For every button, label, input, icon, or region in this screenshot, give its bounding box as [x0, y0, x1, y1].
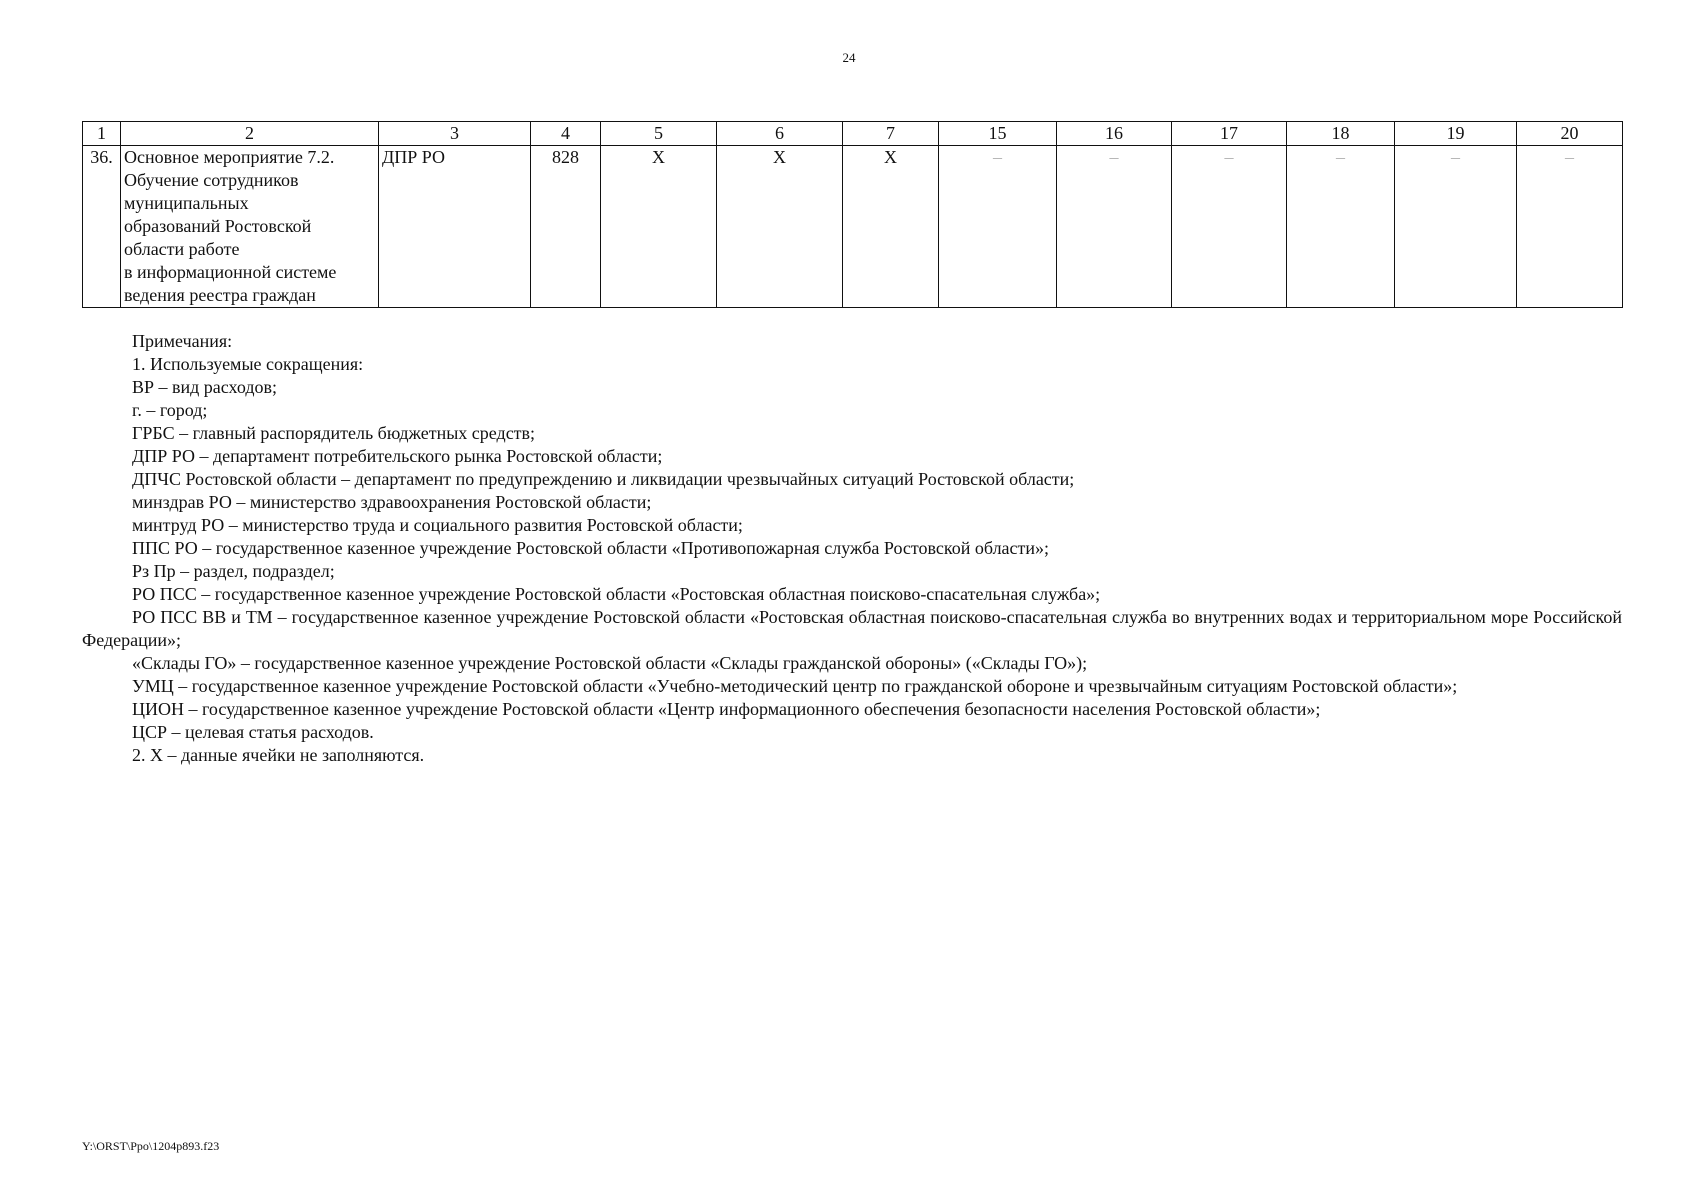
column-header: 17 — [1172, 122, 1287, 146]
column-header: 4 — [531, 122, 601, 146]
column-header: 20 — [1517, 122, 1623, 146]
column-header: 3 — [379, 122, 531, 146]
grbs-cell: 828 — [531, 146, 601, 308]
activity-name-line: образований Ростовской — [124, 216, 312, 236]
note-line: минздрав РО – министерство здравоохранения Ростовской области; — [132, 492, 652, 512]
cell-col15: – — [939, 146, 1057, 308]
activity-name-line: области работе — [124, 239, 240, 259]
note-line: минтруд РО – министерство труда и социального развития Ростовской области; — [132, 515, 743, 535]
note-line: УМЦ – государственное казенное учреждение Ростовской области «Учебно-методический центр по гражданской обороне и чрезвычайным ситуациям Ростовской области»; — [132, 676, 1458, 696]
note-line: ППС РО – государственное казенное учреждение Ростовской области «Противопожарная служба Ростовской области»; — [132, 538, 1050, 558]
cell-col16: – — [1057, 146, 1172, 308]
column-header: 2 — [121, 122, 379, 146]
notes-title: Примечания: — [132, 331, 233, 351]
note-line: ГРБС – главный распорядитель бюджетных средств; — [132, 423, 536, 443]
column-header: 7 — [843, 122, 939, 146]
column-header: 5 — [601, 122, 717, 146]
activity-name-line: Обучение сотрудников — [124, 170, 299, 190]
note-line: ВР – вид расходов; — [132, 377, 278, 397]
note-line: 2. Х – данные ячейки не заполняются. — [132, 745, 425, 765]
footer-file-path: Y:\ORST\Ppo\1204p893.f23 — [82, 1139, 220, 1153]
notes-section — [82, 330, 1622, 767]
note-line: «Склады ГО» – государственное казенное учреждение Ростовской области «Склады гражданской обороны» («Склады ГО»); — [132, 653, 1088, 673]
note-line: РО ПСС ВВ и ТМ – государственное казенное учреждение Ростовской области «Ростовская областная поисково-спасательная служба во внутренних водах и территориальном море Российской Федерации»; — [82, 607, 1622, 650]
column-header: 19 — [1395, 122, 1517, 146]
cell-col7: Х — [843, 146, 939, 308]
row-number: 36. — [83, 146, 121, 308]
activity-name-line: в информационной системе — [124, 262, 337, 282]
note-line: г. – город; — [132, 400, 208, 420]
note-line: ЦСР – целевая статья расходов. — [132, 722, 374, 742]
note-line: 1. Используемые сокращения: — [132, 354, 364, 374]
cell-col17: – — [1172, 146, 1287, 308]
cell-col20: – — [1517, 146, 1623, 308]
activity-name-line: Основное мероприятие 7.2. — [124, 147, 335, 167]
activity-name — [121, 146, 379, 308]
cell-col6: Х — [717, 146, 843, 308]
cell-col5: Х — [601, 146, 717, 308]
cell-col19: – — [1395, 146, 1517, 308]
page-number: 24 — [842, 50, 856, 65]
note-line: ДПЧС Ростовской области – департамент по предупреждению и ликвидации чрезвычайных ситуаций Ростовской области; — [132, 469, 1075, 489]
activity-name-line: муниципальных — [124, 193, 249, 213]
column-header: 18 — [1287, 122, 1395, 146]
column-header: 6 — [717, 122, 843, 146]
program-table — [82, 121, 1623, 308]
table-row — [83, 146, 1623, 308]
header-row — [83, 122, 1623, 146]
note-line: РО ПСС – государственное казенное учреждение Ростовской области «Ростовская областная поисково-спасательная служба»; — [132, 584, 1101, 604]
note-line: ДПР РО – департамент потребительского рынка Ростовской области; — [132, 446, 663, 466]
cell-col18: – — [1287, 146, 1395, 308]
column-header: 16 — [1057, 122, 1172, 146]
column-header: 15 — [939, 122, 1057, 146]
activity-name-line: ведения реестра граждан — [124, 285, 316, 305]
column-header: 1 — [83, 122, 121, 146]
executor-cell: ДПР РО — [379, 146, 531, 308]
note-line: Рз Пр – раздел, подраздел; — [132, 561, 335, 581]
note-line: ЦИОН – государственное казенное учреждение Ростовской области «Центр информационного обеспечения безопасности населения Ростовской области»; — [132, 699, 1321, 719]
